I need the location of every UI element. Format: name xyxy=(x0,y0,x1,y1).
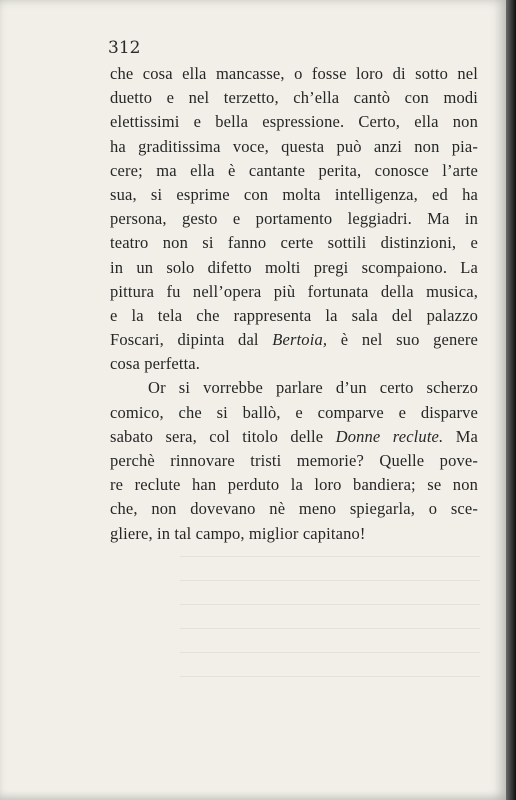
text-line: sua, si esprime con molta intelligenza, ed ha xyxy=(110,184,478,204)
text-line: comico, che si ballò, e comparve e disparve xyxy=(110,402,478,422)
text-line: e la tela che rappresenta la sala del palazzo xyxy=(110,305,478,325)
text-line: re reclute han perduto la loro bandiera; se non xyxy=(110,475,478,495)
paragraph-1 xyxy=(110,62,478,376)
text-line: Or si vorrebbe parlare d’un certo scherzo xyxy=(148,378,478,398)
text-line-with-italic xyxy=(110,425,478,449)
text-line: pittura fu nell’opera più fortunata della musica, xyxy=(110,281,478,301)
text-line: cosa perfetta. xyxy=(110,354,201,374)
text-line: elettissimi e bella espressione. Certo, ella non xyxy=(110,112,478,132)
page-text xyxy=(110,62,478,546)
text-line: cere; ma ella è cantante perita, conosce l’arte xyxy=(110,160,478,180)
text-line: in un solo difetto molti pregi scompaiono. La xyxy=(110,257,478,277)
text-line: ha graditissima voce, questa può anzi non pia- xyxy=(110,136,478,156)
text-line: che cosa ella mancasse, o fosse loro di sotto nel xyxy=(110,64,478,83)
bleed-through-shadow xyxy=(180,556,480,696)
text-line: gliere, in tal campo, miglior capitano! xyxy=(110,523,366,543)
text-line: teatro non si fanno certe sottili distinzioni, e xyxy=(110,233,478,253)
text-line: persona, gesto e portamento leggiadri. Ma in xyxy=(110,209,478,229)
text-segment: è nel suo genere xyxy=(327,330,478,350)
text-segment: Foscari, dipinta dal xyxy=(110,330,273,350)
text-segment: sabato sera, col titolo delle xyxy=(110,426,336,446)
italic-title-donne-reclute: Donne reclute. xyxy=(335,426,444,446)
page-edge-shadow xyxy=(506,0,516,800)
text-line: che, non dovevano nè meno spiegarla, o sce- xyxy=(110,499,478,519)
text-line: perchè rinnovare tristi memorie? Quelle pove- xyxy=(110,451,478,470)
paragraph-2 xyxy=(110,376,478,545)
italic-name-bertoia: Bertoia, xyxy=(272,330,328,350)
page-number: 312 xyxy=(108,38,141,58)
text-line-with-italic xyxy=(110,328,478,352)
text-segment: Ma xyxy=(443,426,479,446)
text-line: duetto e nel terzetto, ch’ella cantò con modi xyxy=(110,88,478,108)
